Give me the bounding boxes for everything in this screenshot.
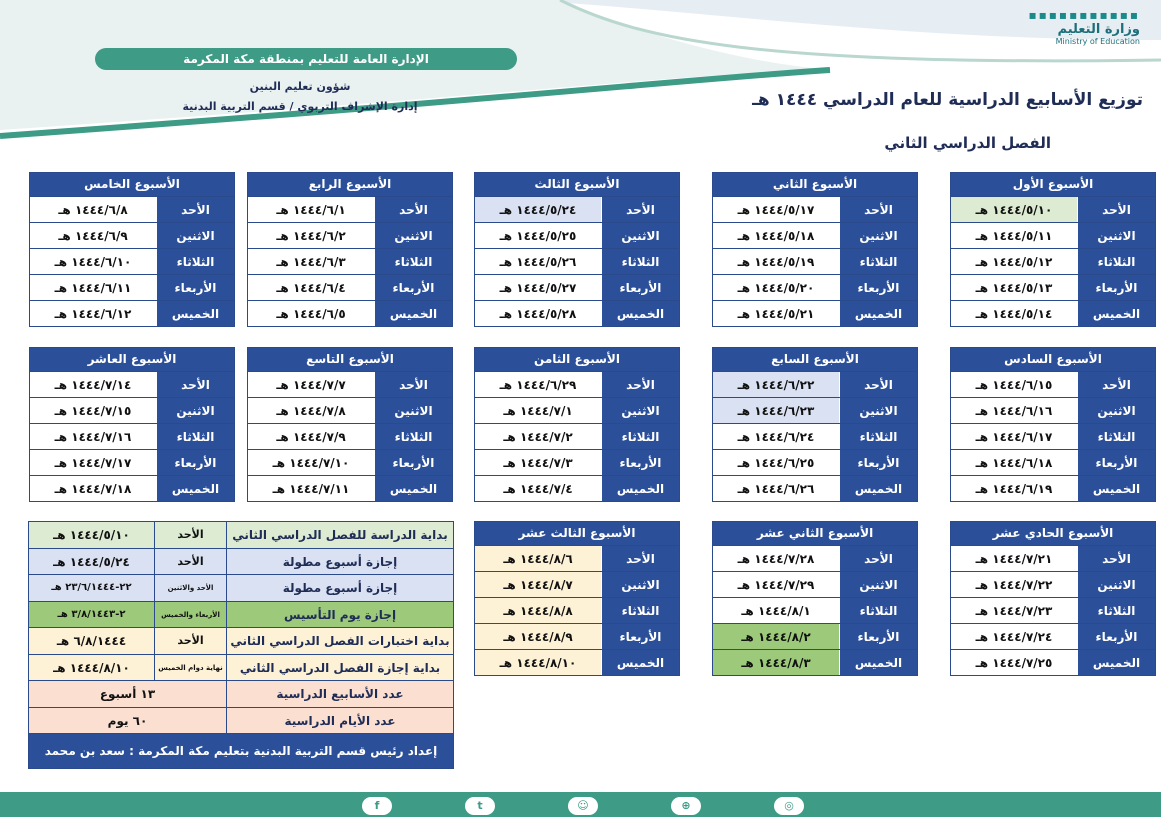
day-label: الاثنين xyxy=(601,223,679,248)
day-label: الثلاثاء xyxy=(374,249,452,274)
week-row xyxy=(713,545,917,571)
week-row xyxy=(475,397,679,423)
date-cell: ١٤٤٤/٧/٢٩ هـ xyxy=(713,572,839,597)
week-table xyxy=(712,347,918,502)
date-cell: ١٤٤٤/٥/١٣ هـ xyxy=(951,275,1077,300)
totals-row xyxy=(29,681,453,708)
day-label: الخميس xyxy=(601,650,679,675)
date-cell: ١٤٤٤/٧/٢٨ هـ xyxy=(713,546,839,571)
summary-day: الأحد والاثنين xyxy=(154,575,226,601)
day-label: الاثنين xyxy=(601,398,679,423)
day-label: الثلاثاء xyxy=(601,424,679,449)
week-row xyxy=(951,274,1155,300)
week-row xyxy=(951,623,1155,649)
summary-day: الأربعاء والخميس xyxy=(154,602,226,628)
date-cell: ١٤٤٤/٦/٢٥ هـ xyxy=(713,450,839,475)
week-row xyxy=(475,545,679,571)
date-cell: ١٤٤٤/٧/٣ هـ xyxy=(475,450,601,475)
day-label: الأحد xyxy=(374,197,452,222)
semester-title: الفصل الدراسي الثاني xyxy=(884,134,1051,152)
date-cell: ١٤٤٤/٧/١٧ هـ xyxy=(30,450,156,475)
day-label: الخميس xyxy=(1077,650,1155,675)
summary-row xyxy=(29,628,453,655)
day-label: الثلاثاء xyxy=(1077,598,1155,623)
day-label: الأربعاء xyxy=(601,275,679,300)
day-label: الاثنين xyxy=(1077,572,1155,597)
week-row xyxy=(951,196,1155,222)
logo-text-en: Ministry of Education xyxy=(1055,37,1140,46)
week-row xyxy=(951,649,1155,675)
week-title: الأسبوع الأول xyxy=(951,173,1155,196)
date-cell: ١٤٤٤/٧/١٠ هـ xyxy=(248,450,374,475)
day-label: الأربعاء xyxy=(156,275,234,300)
day-label: الثلاثاء xyxy=(601,249,679,274)
date-cell: ١٤٤٤/٨/٧ هـ xyxy=(475,572,601,597)
week-row xyxy=(713,274,917,300)
date-cell: ١٤٤٤/٥/١٩ هـ xyxy=(713,249,839,274)
day-label: الاثنين xyxy=(156,398,234,423)
week-row xyxy=(475,274,679,300)
summary-value: ١٤٤٤/٥/١٠ هـ xyxy=(53,528,130,542)
logo-text-ar: وزارة التعليم xyxy=(1057,22,1140,37)
summary-value: ١٤٤٤/٨/١٠ هـ xyxy=(53,660,130,675)
week-row xyxy=(475,649,679,675)
week-row xyxy=(475,449,679,475)
summary-table xyxy=(28,521,454,792)
week-table xyxy=(712,172,918,327)
date-cell: ١٤٤٤/٧/٨ هـ xyxy=(248,398,374,423)
day-label: الاثنين xyxy=(601,572,679,597)
week-row xyxy=(475,222,679,248)
date-cell: ١٤٤٤/٦/٢٢ هـ xyxy=(713,372,839,397)
week-table xyxy=(474,347,680,502)
day-label: الخميس xyxy=(839,650,917,675)
day-label: الأحد xyxy=(839,372,917,397)
week-row xyxy=(713,423,917,449)
week-row xyxy=(248,222,452,248)
week-row xyxy=(30,423,234,449)
day-label: الخميس xyxy=(839,301,917,326)
summary-value: ٦/٨/١٤٤٤ هـ xyxy=(56,634,127,648)
week-table xyxy=(29,172,235,327)
week-row xyxy=(248,475,452,501)
day-label: الثلاثاء xyxy=(374,424,452,449)
week-row xyxy=(475,597,679,623)
totals-label: عدد الأسابيع الدراسية xyxy=(226,681,453,707)
day-label: الأحد xyxy=(601,372,679,397)
date-cell: ١٤٤٤/٥/١٤ هـ xyxy=(951,301,1077,326)
date-cell: ١٤٤٤/٦/١٩ هـ xyxy=(951,476,1077,501)
twitter-icon[interactable]: t xyxy=(465,797,495,815)
date-cell: ١٤٤٤/٦/٨ هـ xyxy=(30,197,156,222)
date-cell: ١٤٤٤/٥/٢٤ هـ xyxy=(475,197,601,222)
date-cell: ١٤٤٤/٨/٢ هـ xyxy=(713,624,839,649)
date-cell: ١٤٤٤/٨/٣ هـ xyxy=(713,650,839,675)
day-label: الخميس xyxy=(839,476,917,501)
week-row xyxy=(713,371,917,397)
day-label: الثلاثاء xyxy=(156,424,234,449)
summary-row xyxy=(29,575,453,602)
week-row xyxy=(475,571,679,597)
date-cell: ١٤٤٤/٧/١٦ هـ xyxy=(30,424,156,449)
day-label: الأربعاء xyxy=(839,450,917,475)
date-cell: ١٤٤٤/٥/١٠ هـ xyxy=(951,197,1077,222)
week-row xyxy=(475,623,679,649)
day-label: الأحد xyxy=(601,546,679,571)
date-cell: ١٤٤٤/٧/٩ هـ xyxy=(248,424,374,449)
date-cell: ١٤٤٤/٧/٧ هـ xyxy=(248,372,374,397)
date-cell: ١٤٤٤/٦/١٦ هـ xyxy=(951,398,1077,423)
date-cell: ١٤٤٤/٧/١٨ هـ xyxy=(30,476,156,501)
date-cell: ١٤٤٤/٧/١٤ هـ xyxy=(30,372,156,397)
day-label: الأحد xyxy=(156,197,234,222)
week-row xyxy=(713,649,917,675)
date-cell: ١٤٤٤/٨/١٠ هـ xyxy=(475,650,601,675)
week-row xyxy=(30,248,234,274)
date-cell: ١٤٤٤/٨/٦ هـ xyxy=(475,546,601,571)
week-title: الأسبوع الثالث xyxy=(475,173,679,196)
day-label: الثلاثاء xyxy=(839,598,917,623)
week-row xyxy=(713,475,917,501)
prepared-by-note: إعداد رئيس قسم التربية البدنية بتعليم مكة المكرمة : سعد بن محمد الزهراني xyxy=(29,734,453,768)
summary-day: الأحد xyxy=(154,549,226,575)
day-label: الأربعاء xyxy=(374,450,452,475)
week-row xyxy=(248,449,452,475)
week-row xyxy=(951,248,1155,274)
week-row xyxy=(248,423,452,449)
totals-value: ٦٠ يوم xyxy=(107,713,148,728)
page-title: توزيع الأسابيع الدراسية للعام الدراسي ١٤٤٤ هـ xyxy=(752,90,1143,110)
week-row xyxy=(30,397,234,423)
date-cell: ١٤٤٤/٧/٢ هـ xyxy=(475,424,601,449)
date-cell: ١٤٤٤/٦/١٠ هـ xyxy=(30,249,156,274)
week-title: الأسبوع التاسع xyxy=(248,348,452,371)
date-cell: ١٤٤٤/٧/٢١ هـ xyxy=(951,546,1077,571)
date-cell: ١٤٤٤/٧/٢٣ هـ xyxy=(951,598,1077,623)
week-row xyxy=(951,545,1155,571)
week-row xyxy=(248,274,452,300)
week-row xyxy=(30,222,234,248)
date-cell: ١٤٤٤/٧/٢٥ هـ xyxy=(951,650,1077,675)
date-cell: ١٤٤٤/٦/٤ هـ xyxy=(248,275,374,300)
week-row xyxy=(951,423,1155,449)
day-label: الثلاثاء xyxy=(601,598,679,623)
week-title: الأسبوع السابع xyxy=(713,348,917,371)
week-row xyxy=(248,196,452,222)
week-row xyxy=(475,475,679,501)
date-cell: ١٤٤٤/٧/١ هـ xyxy=(475,398,601,423)
week-row xyxy=(713,597,917,623)
day-label: الأربعاء xyxy=(1077,275,1155,300)
logo-mark-icon: ▪▪▪▪▪▪▪▪▪▪▪ xyxy=(1028,8,1140,22)
day-label: الاثنين xyxy=(839,223,917,248)
day-label: الاثنين xyxy=(839,572,917,597)
day-label: الخميس xyxy=(601,301,679,326)
department-banner: الإدارة العامة للتعليم بمنطقة مكة المكرمة xyxy=(95,48,517,70)
day-label: الأحد xyxy=(1077,372,1155,397)
week-row xyxy=(248,300,452,326)
date-cell: ١٤٤٤/٧/٢٤ هـ xyxy=(951,624,1077,649)
date-cell: ١٤٤٤/٥/١٧ هـ xyxy=(713,197,839,222)
week-table xyxy=(247,347,453,502)
date-cell: ١٤٤٤/٥/٢٦ هـ xyxy=(475,249,601,274)
week-title: الأسبوع الحادي عشر xyxy=(951,522,1155,545)
date-cell: ١٤٤٤/٦/١٨ هـ xyxy=(951,450,1077,475)
date-cell: ١٤٤٤/٦/٢٤ هـ xyxy=(713,424,839,449)
day-label: الأربعاء xyxy=(374,275,452,300)
week-row xyxy=(30,274,234,300)
date-cell: ١٤٤٤/٨/١ هـ xyxy=(713,598,839,623)
day-label: الأحد xyxy=(1077,197,1155,222)
date-cell: ١٤٤٤/٥/٢٠ هـ xyxy=(713,275,839,300)
summary-row xyxy=(29,602,453,629)
week-row xyxy=(713,623,917,649)
summary-day: الأحد xyxy=(154,628,226,654)
day-label: الخميس xyxy=(601,476,679,501)
week-row xyxy=(475,248,679,274)
week-title: الأسبوع السادس xyxy=(951,348,1155,371)
date-cell: ١٤٤٤/٦/٣ هـ xyxy=(248,249,374,274)
week-row xyxy=(951,571,1155,597)
date-cell: ١٤٤٤/٦/٢٩ هـ xyxy=(475,372,601,397)
day-label: الاثنين xyxy=(1077,223,1155,248)
day-label: الأربعاء xyxy=(839,275,917,300)
date-cell: ١٤٤٤/٦/١١ هـ xyxy=(30,275,156,300)
week-title: الأسبوع الخامس xyxy=(30,173,234,196)
day-label: الخميس xyxy=(374,301,452,326)
sub-department-2: إدارة الإشراف التربوي / قسم التربية البدنية xyxy=(182,100,418,113)
date-cell: ١٤٤٤/٧/١٥ هـ xyxy=(30,398,156,423)
week-table xyxy=(712,521,918,676)
summary-value: ٢-٣/٨/١٤٤٣ هـ xyxy=(57,608,126,620)
week-row xyxy=(951,300,1155,326)
week-row xyxy=(951,222,1155,248)
summary-row xyxy=(29,655,453,682)
day-label: الأحد xyxy=(839,546,917,571)
summary-label: إجازة أسبوع مطولة xyxy=(226,575,453,601)
week-title: الأسبوع الثاني xyxy=(713,173,917,196)
facebook-icon[interactable]: f xyxy=(362,797,392,815)
day-label: الأحد xyxy=(374,372,452,397)
day-label: الثلاثاء xyxy=(156,249,234,274)
date-cell: ١٤٤٤/٥/٢٥ هـ xyxy=(475,223,601,248)
day-label: الأحد xyxy=(601,197,679,222)
totals-row xyxy=(29,708,453,735)
date-cell: ١٤٤٤/٦/٢٣ هـ xyxy=(713,398,839,423)
summary-label: بداية اختبارات الفصل الدراسي الثاني xyxy=(226,628,453,654)
day-label: الخميس xyxy=(156,476,234,501)
week-row xyxy=(30,449,234,475)
totals-label: عدد الأيام الدراسية xyxy=(226,708,453,734)
week-row xyxy=(30,475,234,501)
week-row xyxy=(951,371,1155,397)
week-table xyxy=(247,172,453,327)
date-cell: ١٤٤٤/٨/٨ هـ xyxy=(475,598,601,623)
summary-day: نهاية دوام الخميس xyxy=(154,655,226,681)
date-cell: ١٤٤٤/٧/٢٢ هـ xyxy=(951,572,1077,597)
day-label: الأحد xyxy=(1077,546,1155,571)
summary-row xyxy=(29,522,453,549)
date-cell: ١٤٤٤/٦/٢ هـ xyxy=(248,223,374,248)
day-label: الثلاثاء xyxy=(839,249,917,274)
date-cell: ١٤٤٤/٧/١١ هـ xyxy=(248,476,374,501)
summary-label: إجازة يوم التأسيس xyxy=(226,602,453,628)
summary-row xyxy=(29,549,453,576)
week-row xyxy=(713,222,917,248)
week-title: الأسبوع الثاني عشر xyxy=(713,522,917,545)
day-label: الاثنين xyxy=(839,398,917,423)
day-label: الخميس xyxy=(1077,301,1155,326)
day-label: الخميس xyxy=(156,301,234,326)
day-label: الخميس xyxy=(374,476,452,501)
week-table xyxy=(950,521,1156,676)
week-table xyxy=(474,521,680,676)
day-label: الأربعاء xyxy=(601,450,679,475)
day-label: الأربعاء xyxy=(156,450,234,475)
week-row xyxy=(713,449,917,475)
day-label: الاثنين xyxy=(374,398,452,423)
day-label: الاثنين xyxy=(156,223,234,248)
date-cell: ١٤٤٤/٥/١٢ هـ xyxy=(951,249,1077,274)
week-table xyxy=(950,172,1156,327)
date-cell: ١٤٤٤/٦/١٢ هـ xyxy=(30,301,156,326)
date-cell: ١٤٤٤/٥/١٨ هـ xyxy=(713,223,839,248)
date-cell: ١٤٤٤/٨/٩ هـ xyxy=(475,624,601,649)
week-row xyxy=(30,196,234,222)
week-row xyxy=(713,196,917,222)
day-label: الأربعاء xyxy=(1077,624,1155,649)
week-row xyxy=(475,371,679,397)
date-cell: ١٤٤٤/٥/٢٧ هـ xyxy=(475,275,601,300)
summary-value: ١٤٤٤/٥/٢٤ هـ xyxy=(53,554,130,569)
week-row xyxy=(713,571,917,597)
ministry-logo xyxy=(980,10,1140,56)
week-row xyxy=(475,423,679,449)
day-label: الأحد xyxy=(839,197,917,222)
date-cell: ١٤٤٤/٦/٢٦ هـ xyxy=(713,476,839,501)
snapchat-icon[interactable]: ☺ xyxy=(568,797,598,815)
totals-value: ١٣ أسبوع xyxy=(99,687,156,701)
week-row xyxy=(30,371,234,397)
date-cell: ١٤٤٤/٥/٢١ هـ xyxy=(713,301,839,326)
day-label: الأربعاء xyxy=(601,624,679,649)
week-title: الأسبوع الثالث عشر xyxy=(475,522,679,545)
week-title: الأسبوع الثامن xyxy=(475,348,679,371)
week-table xyxy=(950,347,1156,502)
day-label: الثلاثاء xyxy=(839,424,917,449)
week-row xyxy=(248,248,452,274)
week-row xyxy=(30,300,234,326)
summary-label: إجازة أسبوع مطولة xyxy=(226,549,453,575)
web-icon[interactable]: ⊕ xyxy=(671,797,701,815)
date-cell: ١٤٤٤/٦/١٥ هـ xyxy=(951,372,1077,397)
summary-label: بداية الدراسة للفصل الدراسي الثاني xyxy=(226,522,453,548)
week-table xyxy=(29,347,235,502)
week-title: الأسبوع العاشر xyxy=(30,348,234,371)
day-label: الأربعاء xyxy=(839,624,917,649)
summary-day: الأحد xyxy=(154,522,226,548)
day-label: الأحد xyxy=(156,372,234,397)
day-label: الخميس xyxy=(1077,476,1155,501)
date-cell: ١٤٤٤/٧/٤ هـ xyxy=(475,476,601,501)
week-row xyxy=(475,300,679,326)
date-cell: ١٤٤٤/٦/١ هـ xyxy=(248,197,374,222)
week-row xyxy=(951,397,1155,423)
day-label: الأربعاء xyxy=(1077,450,1155,475)
week-row xyxy=(475,196,679,222)
date-cell: ١٤٤٤/٦/٥ هـ xyxy=(248,301,374,326)
date-cell: ١٤٤٤/٥/١١ هـ xyxy=(951,223,1077,248)
date-cell: ١٤٤٤/٥/٢٨ هـ xyxy=(475,301,601,326)
day-label: الاثنين xyxy=(374,223,452,248)
instagram-icon[interactable]: ◎ xyxy=(774,797,804,815)
week-table xyxy=(474,172,680,327)
summary-value: ٢٢-٢٣/٦/١٤٤٤ هـ xyxy=(51,582,132,593)
date-cell: ١٤٤٤/٦/٩ هـ xyxy=(30,223,156,248)
week-row xyxy=(248,397,452,423)
week-row xyxy=(951,449,1155,475)
week-row xyxy=(951,475,1155,501)
day-label: الثلاثاء xyxy=(1077,249,1155,274)
day-label: الاثنين xyxy=(1077,398,1155,423)
week-row xyxy=(713,300,917,326)
sub-department-1: شؤون تعليم البنين xyxy=(249,80,351,93)
week-row xyxy=(713,397,917,423)
week-row xyxy=(248,371,452,397)
summary-label: بداية إجازة الفصل الدراسي الثاني xyxy=(226,655,453,681)
week-title: الأسبوع الرابع xyxy=(248,173,452,196)
week-row xyxy=(951,597,1155,623)
day-label: الثلاثاء xyxy=(1077,424,1155,449)
date-cell: ١٤٤٤/٦/١٧ هـ xyxy=(951,424,1077,449)
week-row xyxy=(713,248,917,274)
